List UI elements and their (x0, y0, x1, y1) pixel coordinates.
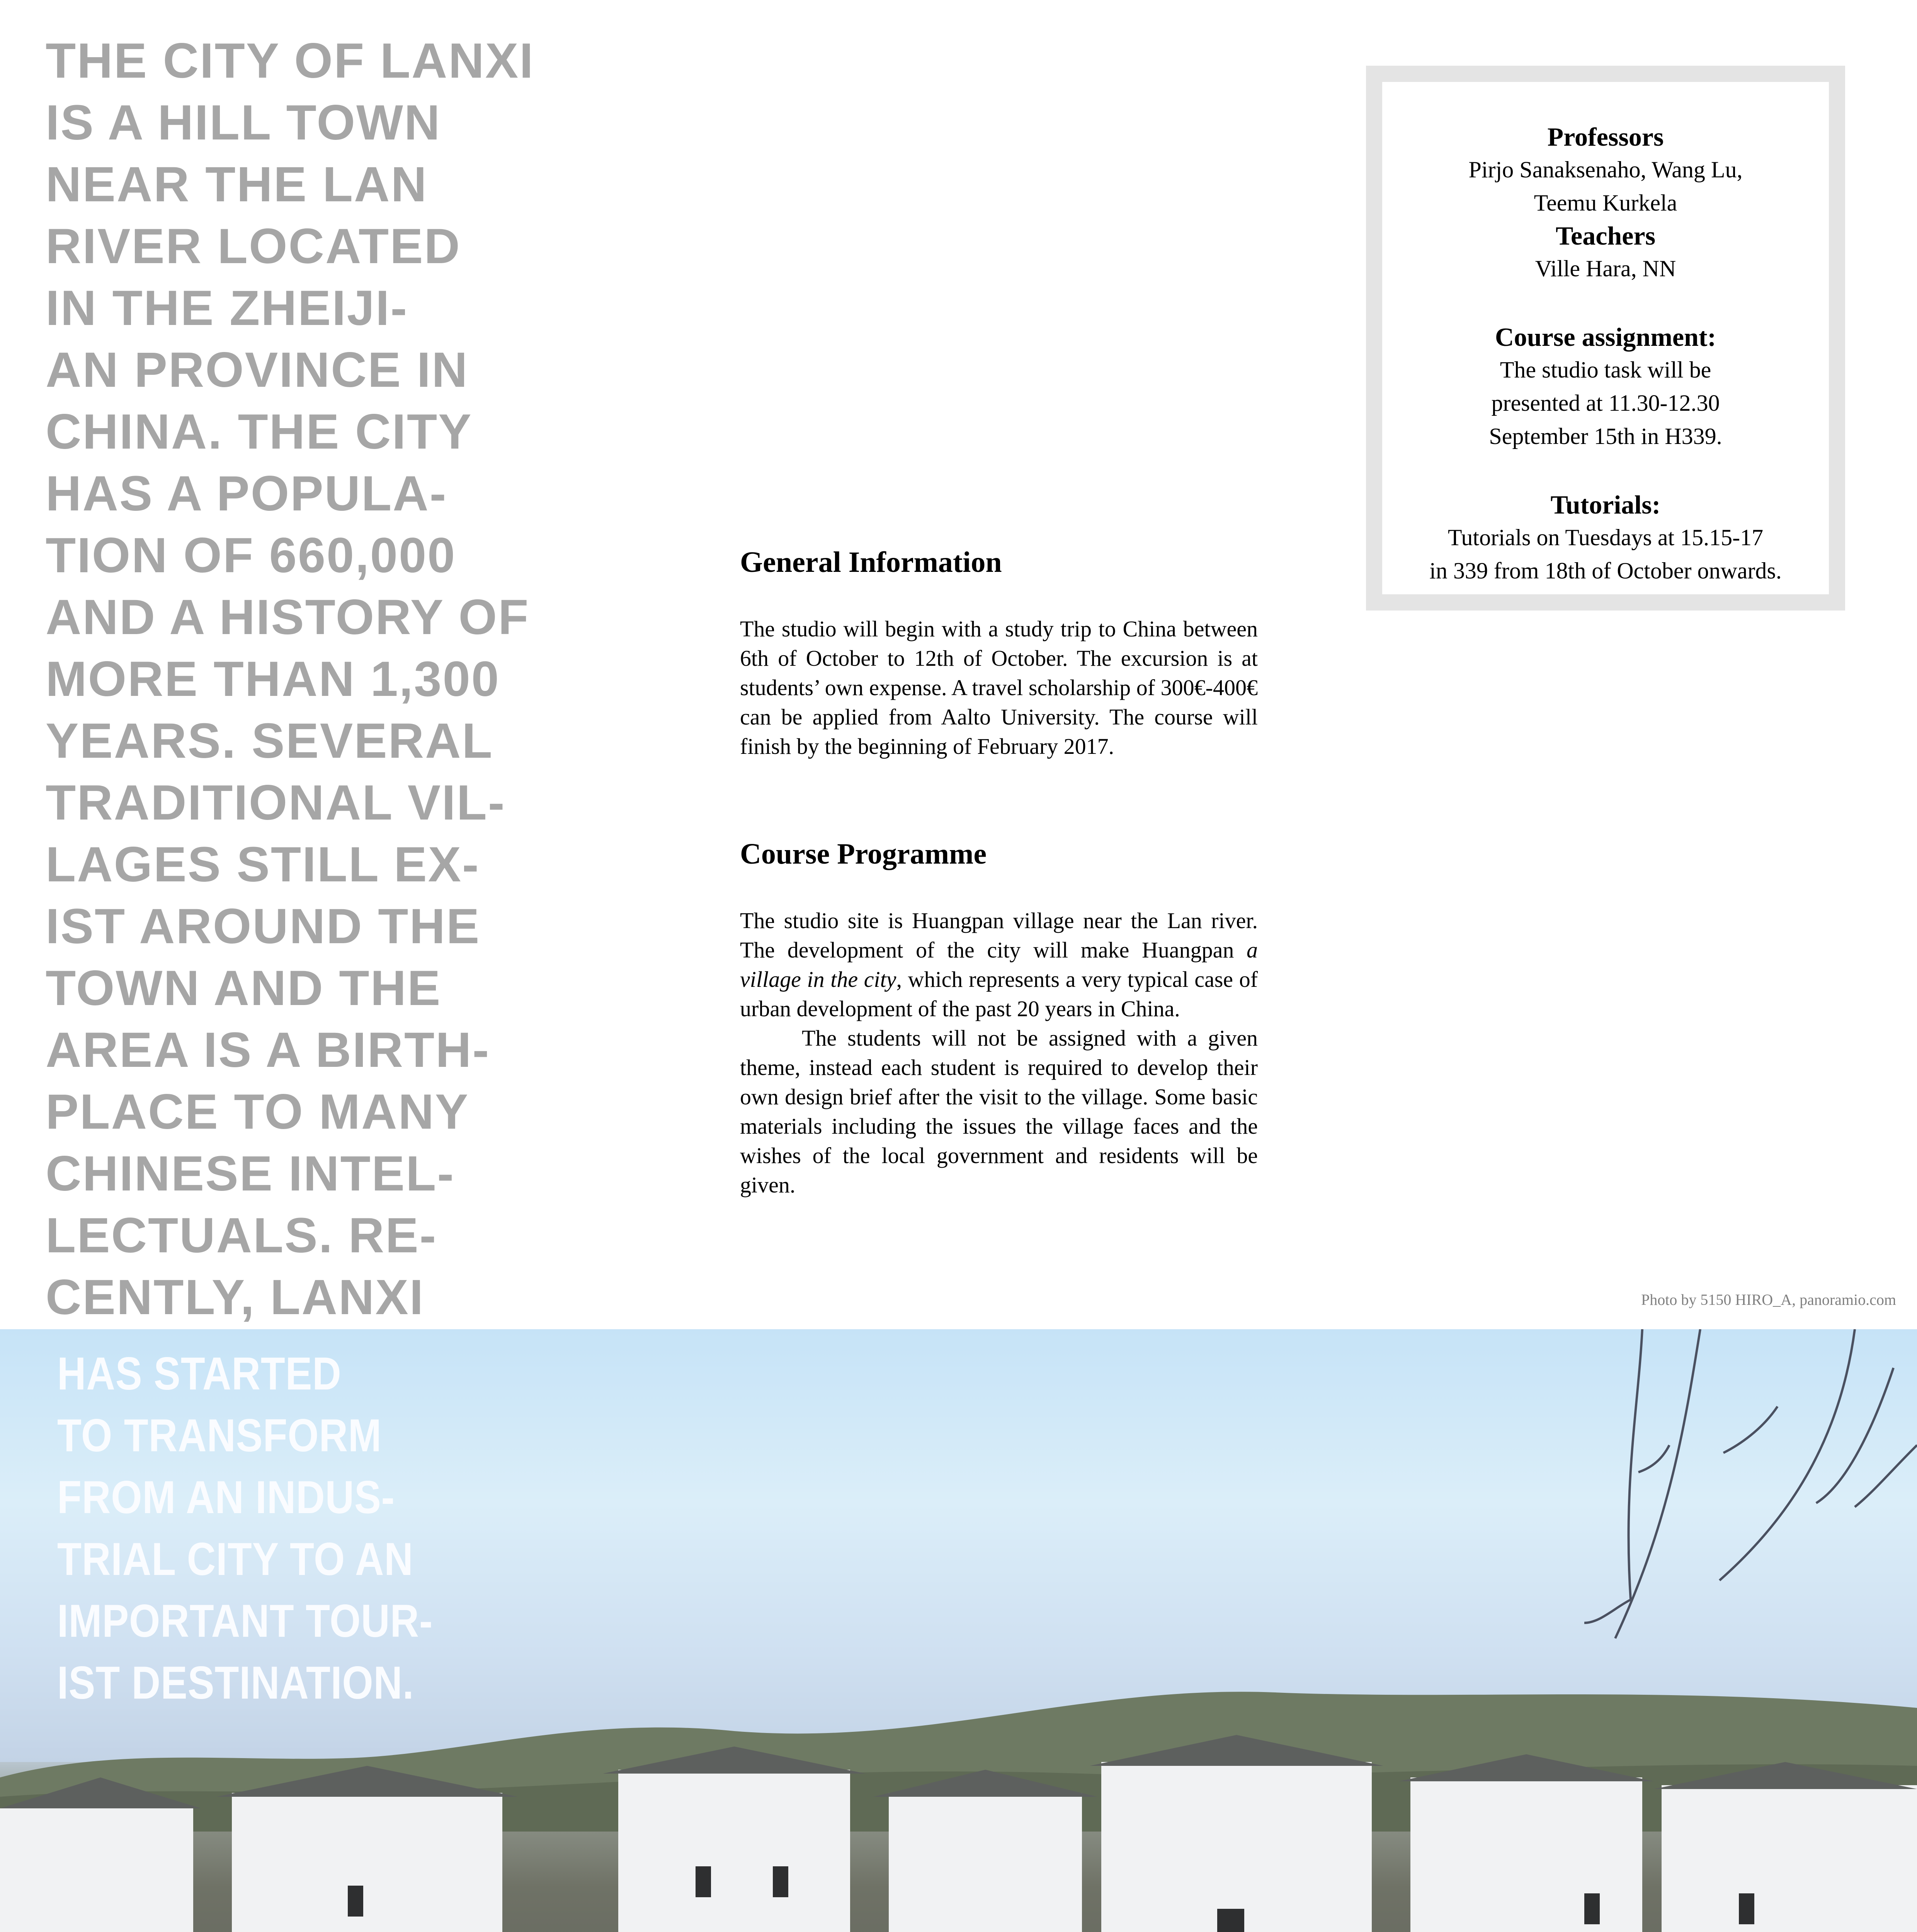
intro-line: TO TRANSFORM (57, 1410, 382, 1461)
intro-line: HAS STARTED (57, 1348, 342, 1400)
intro-line: YEARS. SEVERAL (46, 713, 493, 769)
general-information-body: The studio will begin with a study trip to China between 6th of October to 12th of October. The excursion is at students’ own expense. A travel scholarship of 300€-400€ can be applied from Aalto University. The course will finish by the beginning of February 2017. (740, 616, 1258, 759)
course-info-content (1382, 82, 1829, 594)
intro-line: LAGES STILL EX- (46, 837, 480, 892)
tutorials-heading: Tutorials: (1550, 490, 1661, 519)
programme-text: The studio site is Huangpan village near the Lan river. The development of the city will make Huangpan (740, 908, 1258, 963)
course-programme-section (740, 837, 1258, 1200)
intro-line: TRIAL CITY TO AN (57, 1533, 413, 1585)
intro-line: IMPORTANT TOUR- (57, 1595, 433, 1647)
general-information-section (740, 545, 1258, 761)
course-programme-paragraph (740, 906, 1258, 1024)
intro-line: HAS A POPULA- (46, 466, 447, 521)
intro-line: IS A HILL TOWN (46, 95, 441, 150)
intro-line: TION OF 660,000 (46, 528, 456, 583)
intro-line: THE CITY OF LANXI (46, 33, 534, 88)
general-information-heading: General Information (740, 546, 1002, 578)
tutorials-text: in 339 from 18th of October onwards. (1429, 558, 1782, 583)
professors-names: Pirjo Sanaksenaho, Wang Lu, (1468, 157, 1743, 182)
intro-headline-continued (57, 1343, 637, 1714)
assignment-text: The studio task will be (1500, 357, 1711, 383)
assignment-text: presented at 11.30-12.30 (1491, 390, 1720, 416)
intro-line: AREA IS A BIRTH- (46, 1022, 490, 1078)
course-programme-heading: Course Programme (740, 838, 987, 870)
assignment-heading: Course assignment: (1495, 322, 1716, 352)
village-houses (0, 1692, 1917, 1932)
intro-line: MORE THAN 1,300 (46, 651, 500, 707)
photo-credit: Photo by 5150 HIRO_A, panoramio.com (1641, 1291, 1896, 1308)
professors-names: Teemu Kurkela (1534, 190, 1677, 216)
teachers-heading: Teachers (1555, 221, 1656, 250)
intro-line: CENTLY, LANXI (46, 1270, 425, 1325)
programme-italic-phrase: a village in the city (740, 937, 1258, 992)
intro-headline (46, 30, 633, 1328)
intro-line: LECTUALS. RE- (46, 1208, 437, 1263)
intro-line: NEAR THE LAN (46, 157, 428, 212)
course-programme-paragraph: The students will not be assigned with a given theme, instead each student is required to develop their own design brief after the visit to the village. Some basic materials including the issues the village faces and the wishes of the local government and residents will be given. (740, 1026, 1258, 1197)
intro-line: RIVER LOCATED (46, 219, 461, 274)
intro-line: PLACE TO MANY (46, 1084, 469, 1139)
intro-line: TRADITIONAL VIL- (46, 775, 506, 830)
intro-line: FROM AN INDUS- (57, 1471, 395, 1523)
intro-line: AND A HISTORY OF (46, 590, 530, 645)
intro-line: IN THE ZHEIJI- (46, 281, 408, 336)
intro-line: IST DESTINATION. (57, 1657, 414, 1709)
programme-text: , which represents a very typical case of urban development of the past 20 years in China. (740, 967, 1258, 1021)
course-info-box (1366, 66, 1845, 611)
teachers-names: Ville Hara, NN (1535, 256, 1676, 281)
tree-branches (1468, 1329, 1917, 1677)
tutorials-text: Tutorials on Tuesdays at 15.15-17 (1448, 525, 1764, 550)
assignment-text: September 15th in H339. (1489, 423, 1722, 449)
intro-line: AN PROVINCE IN (46, 342, 469, 398)
intro-line: TOWN AND THE (46, 961, 442, 1016)
intro-line: IST AROUND THE (46, 899, 481, 954)
intro-line: CHINESE INTEL- (46, 1146, 455, 1201)
intro-line: CHINA. THE CITY (46, 404, 473, 459)
professors-heading: Professors (1547, 122, 1664, 151)
